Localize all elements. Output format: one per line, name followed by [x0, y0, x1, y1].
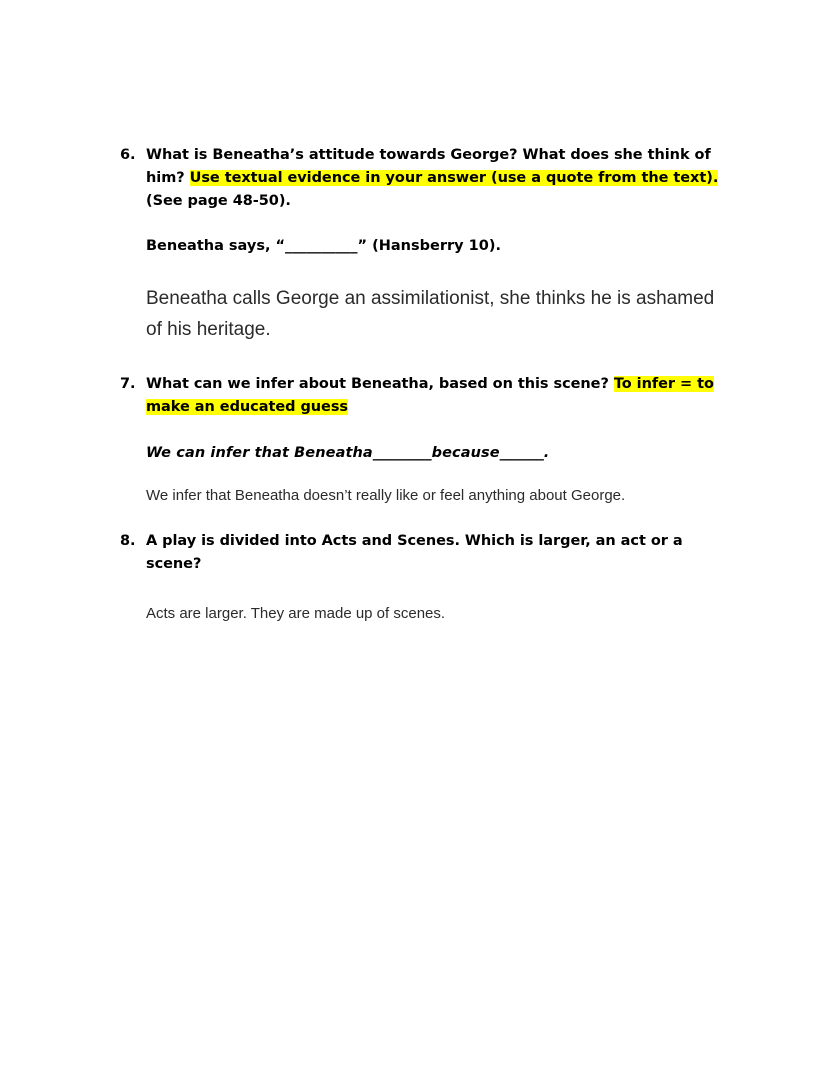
- answer-text-7: We infer that Beneatha doesn’t really like or feel anything about George.: [146, 486, 626, 504]
- question-prompt-8: A play is divided into Acts and Scenes. Which is larger, an act or a scene?: [146, 532, 683, 572]
- spacer: [120, 419, 730, 442]
- question-prompt-7-highlight: To infer = to make an educated guess: [146, 376, 714, 416]
- question-prompt-7-plain-before: What can we infer about Beneatha, based on this scene?: [146, 376, 614, 393]
- document-content: [120, 144, 730, 626]
- question-prompt-6-highlight: Use textual evidence in your answer (use a quote from the text).: [189, 169, 719, 186]
- question-item-6: [120, 144, 730, 212]
- question-number-8: 8.: [120, 532, 136, 549]
- sentence-frame-6: Beneatha says, “__________” (Hansberry 10).: [146, 238, 501, 255]
- spacer: [120, 508, 730, 530]
- question-prompt-6: [146, 144, 730, 212]
- question-item-8: [120, 530, 730, 576]
- question-prompt-7: [146, 373, 730, 419]
- question-item-7: [120, 373, 730, 419]
- spacer: [120, 212, 730, 235]
- spacer: [120, 576, 730, 602]
- question-prompt-6-plain-after: (See page 48-50).: [146, 192, 291, 209]
- sentence-frame-7: We can infer that Beneatha________because______.: [146, 444, 550, 461]
- spacer: [120, 464, 730, 484]
- spacer: [120, 257, 730, 283]
- question-number-6: 6.: [120, 147, 136, 163]
- answer-text-6: Beneatha calls George an assimilationist, she thinks he is ashamed of his heritage.: [146, 288, 715, 341]
- answer-text-8: Acts are larger. They are made up of scenes.: [146, 604, 446, 622]
- question-prompt-6-plain-before: What is Beneatha’s attitude towards George? What does she think of him?: [146, 147, 711, 186]
- question-number-7: 7.: [120, 376, 136, 393]
- spacer: [120, 345, 730, 373]
